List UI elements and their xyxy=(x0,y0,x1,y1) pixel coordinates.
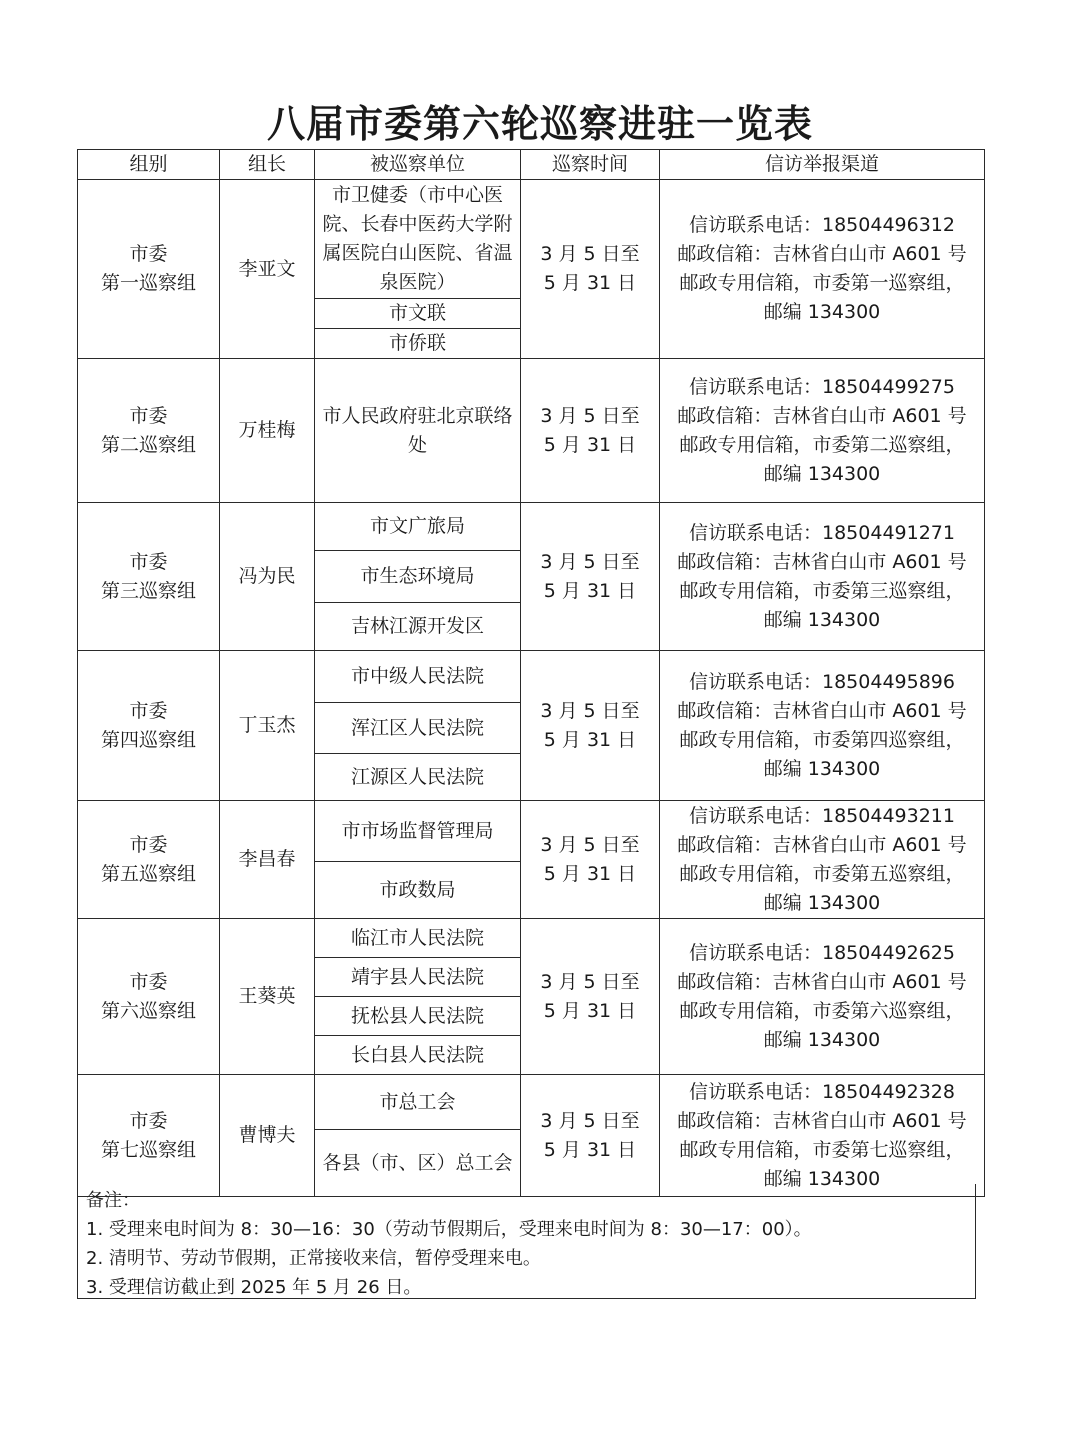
group-name-line2: 第五巡察组 xyxy=(100,862,196,885)
group-name-line1: 市委 xyxy=(129,699,168,722)
phone-line: 信访联系电话：18504496312 xyxy=(689,214,955,236)
group-name-line2: 第二巡察组 xyxy=(100,433,196,456)
zipcode-line: 邮编 134300 xyxy=(763,462,881,485)
unit-cell: 江源区人民法院 xyxy=(315,754,521,801)
unit-cell: 浑江区人民法院 xyxy=(315,703,521,754)
unit-cell: 市总工会 xyxy=(315,1075,521,1130)
table-row xyxy=(78,503,985,551)
zipcode-line: 邮编 134300 xyxy=(763,608,881,631)
group-name-line2: 第七巡察组 xyxy=(100,1138,196,1161)
header-channel: 信访举报渠道 xyxy=(660,150,985,180)
phone-line: 信访联系电话：18504499275 xyxy=(689,375,955,398)
zipcode-line: 邮编 134300 xyxy=(763,1028,881,1051)
time-end: 5 月 31 日 xyxy=(543,433,637,456)
channel-cell xyxy=(660,1075,985,1197)
mailbox-line: 邮政信箱：吉林省白山市 A601 号 xyxy=(677,833,967,856)
phone-line: 信访联系电话：18504492625 xyxy=(689,941,955,964)
time-start: 3 月 5 日至 xyxy=(540,243,640,265)
time-end: 5 月 31 日 xyxy=(543,272,637,294)
time-end: 5 月 31 日 xyxy=(543,862,637,885)
table-row xyxy=(78,359,985,503)
time-cell xyxy=(521,801,660,919)
time-cell xyxy=(521,180,660,359)
time-start: 3 月 5 日至 xyxy=(540,550,640,573)
group-name-line2: 第六巡察组 xyxy=(100,999,196,1022)
leader-cell: 李亚文 xyxy=(220,180,315,359)
leader-cell: 李昌春 xyxy=(220,801,315,919)
table-header-row xyxy=(78,150,985,180)
group-name-line1: 市委 xyxy=(129,1109,168,1132)
unit-cell: 临江市人民法院 xyxy=(315,919,521,958)
group-name-line2: 第一巡察组 xyxy=(100,272,196,294)
time-start: 3 月 5 日至 xyxy=(540,970,640,993)
group-name-line1: 市委 xyxy=(129,550,168,573)
dedicated-box-line: 邮政专用信箱，市委第三巡察组， xyxy=(679,579,965,602)
time-start: 3 月 5 日至 xyxy=(540,699,640,722)
phone-line: 信访联系电话：18504495896 xyxy=(689,670,955,693)
dedicated-box-line: 邮政专用信箱，市委第六巡察组， xyxy=(679,999,965,1022)
group-cell xyxy=(78,1075,220,1197)
group-name-line1: 市委 xyxy=(129,833,168,856)
table-row xyxy=(78,1075,985,1130)
unit-cell: 长白县人民法院 xyxy=(315,1036,521,1075)
time-end: 5 月 31 日 xyxy=(543,999,637,1022)
dedicated-box-line: 邮政专用信箱，市委第七巡察组， xyxy=(679,1138,965,1161)
zipcode-line: 邮编 134300 xyxy=(763,1167,881,1190)
table-row xyxy=(78,651,985,703)
mailbox-line: 邮政信箱：吉林省白山市 A601 号 xyxy=(677,970,967,993)
group-name-line2: 第三巡察组 xyxy=(100,579,196,602)
group-cell xyxy=(78,180,220,359)
dedicated-box-line: 邮政专用信箱，市委第五巡察组， xyxy=(679,862,965,885)
notes-heading: 备注： xyxy=(86,1190,140,1211)
dedicated-box-line: 邮政专用信箱，市委第四巡察组， xyxy=(679,728,965,751)
unit-cell: 市人民政府驻北京联络处 xyxy=(315,359,521,503)
header-time: 巡察时间 xyxy=(521,150,660,180)
notes-section xyxy=(77,1184,976,1299)
channel-cell xyxy=(660,180,985,359)
unit-cell: 吉林江源开发区 xyxy=(315,603,521,651)
phone-line: 信访联系电话：18504493211 xyxy=(689,804,955,827)
group-name-line1: 市委 xyxy=(129,243,168,265)
group-name-line1: 市委 xyxy=(129,970,168,993)
time-cell xyxy=(521,359,660,503)
unit-cell: 市市场监督管理局 xyxy=(315,801,521,862)
unit-cell: 抚松县人民法院 xyxy=(315,997,521,1036)
time-end: 5 月 31 日 xyxy=(543,1138,637,1161)
channel-cell xyxy=(660,919,985,1075)
time-cell xyxy=(521,651,660,801)
channel-cell xyxy=(660,651,985,801)
mailbox-line: 邮政信箱：吉林省白山市 A601 号 xyxy=(677,243,967,265)
group-cell xyxy=(78,919,220,1075)
channel-cell xyxy=(660,503,985,651)
group-cell xyxy=(78,503,220,651)
table-row xyxy=(78,180,985,299)
dedicated-box-line: 邮政专用信箱，市委第一巡察组， xyxy=(679,272,965,294)
mailbox-line: 邮政信箱：吉林省白山市 A601 号 xyxy=(677,1109,967,1132)
leader-cell: 丁玉杰 xyxy=(220,651,315,801)
unit-cell: 市生态环境局 xyxy=(315,551,521,603)
phone-line: 信访联系电话：18504492328 xyxy=(689,1080,955,1103)
note-item-2: 2. 清明节、劳动节假期，正常接收来信，暂停受理来电。 xyxy=(86,1248,541,1269)
table-row xyxy=(78,919,985,958)
document-title: 八届市委第六轮巡察进驻一览表 xyxy=(266,101,813,146)
header-units: 被巡察单位 xyxy=(315,150,521,180)
group-cell xyxy=(78,801,220,919)
mailbox-line: 邮政信箱：吉林省白山市 A601 号 xyxy=(677,404,967,427)
zipcode-line: 邮编 134300 xyxy=(763,891,881,914)
leader-cell: 冯为民 xyxy=(220,503,315,651)
time-start: 3 月 5 日至 xyxy=(540,404,640,427)
unit-cell: 市卫健委（市中心医院、长春中医药大学附属医院白山医院、省温泉医院） xyxy=(315,180,521,299)
header-leader: 组长 xyxy=(220,150,315,180)
zipcode-line: 邮编 134300 xyxy=(763,757,881,780)
note-item-1: 1. 受理来电时间为 8：30—16：30（劳动节假期后，受理来电时间为 8：30—17：00）。 xyxy=(86,1219,812,1240)
phone-line: 信访联系电话：18504491271 xyxy=(689,521,955,544)
time-cell xyxy=(521,1075,660,1197)
time-start: 3 月 5 日至 xyxy=(540,1109,640,1132)
unit-cell: 市政数局 xyxy=(315,862,521,919)
zipcode-line: 邮编 134300 xyxy=(763,301,881,323)
leader-cell: 王葵英 xyxy=(220,919,315,1075)
mailbox-line: 邮政信箱：吉林省白山市 A601 号 xyxy=(677,550,967,573)
time-end: 5 月 31 日 xyxy=(543,579,637,602)
time-end: 5 月 31 日 xyxy=(543,728,637,751)
patrol-roster-table xyxy=(77,149,985,1197)
mailbox-line: 邮政信箱：吉林省白山市 A601 号 xyxy=(677,699,967,722)
unit-cell: 各县（市、区）总工会 xyxy=(315,1130,521,1197)
unit-cell: 市侨联 xyxy=(315,329,521,359)
group-name-line2: 第四巡察组 xyxy=(100,728,196,751)
group-name-line1: 市委 xyxy=(129,404,168,427)
channel-cell xyxy=(660,359,985,503)
dedicated-box-line: 邮政专用信箱，市委第二巡察组， xyxy=(679,433,965,456)
leader-cell: 曹博夫 xyxy=(220,1075,315,1197)
table-row xyxy=(78,801,985,862)
header-group: 组别 xyxy=(78,150,220,180)
unit-cell: 市中级人民法院 xyxy=(315,651,521,703)
unit-cell: 靖宇县人民法院 xyxy=(315,958,521,997)
note-item-3: 3. 受理信访截止到 2025 年 5 月 26 日。 xyxy=(86,1277,422,1298)
channel-cell xyxy=(660,801,985,919)
unit-cell: 市文广旅局 xyxy=(315,503,521,551)
group-cell xyxy=(78,359,220,503)
time-cell xyxy=(521,919,660,1075)
group-cell xyxy=(78,651,220,801)
unit-cell: 市文联 xyxy=(315,299,521,329)
time-cell xyxy=(521,503,660,651)
leader-cell: 万桂梅 xyxy=(220,359,315,503)
time-start: 3 月 5 日至 xyxy=(540,833,640,856)
